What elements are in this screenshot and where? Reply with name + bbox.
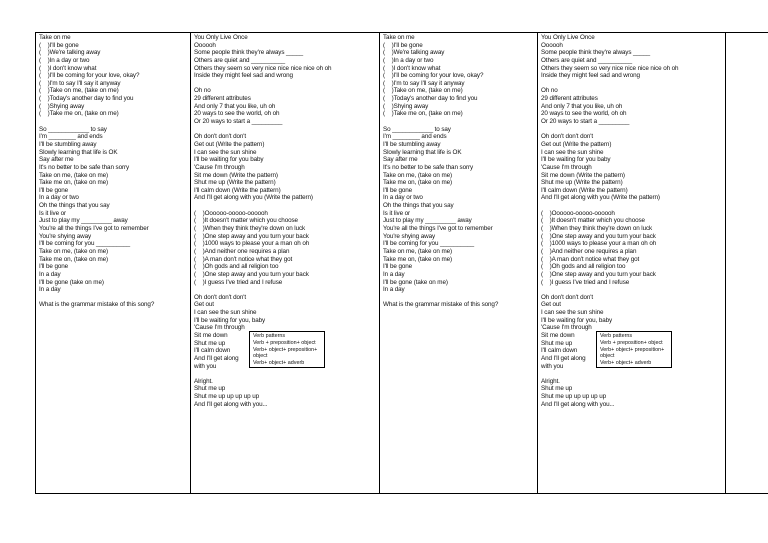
lyric-line: Oh no [541, 87, 558, 95]
verb-patterns-title: Verb patterns [600, 333, 633, 340]
lyric-line: ( )Oh gods and all religion too [194, 263, 279, 271]
lyric-line: ( )Shying away [39, 102, 85, 110]
lyric-line: I can see the sun shine [541, 309, 604, 317]
lyric-line: In a day [39, 286, 61, 294]
blank-line [383, 294, 535, 302]
lyric-line: Oh the things that you say [39, 202, 110, 210]
lyric-line: Take me on, (take on me) [39, 179, 108, 187]
blank-line [39, 294, 188, 302]
column-take-on-me-1 [36, 33, 191, 493]
blank-line [194, 80, 377, 88]
lyric-line: You're all the things I've got to remember [39, 225, 149, 233]
lyric-line: I'll calm down (Write the pattern) [194, 186, 281, 194]
lyric-line: I'll be waiting for you, baby [194, 316, 266, 324]
lyric-line: ( )And neither one requires a plan [194, 247, 290, 255]
lyric-line: I'll be coming for you __________ [383, 240, 475, 248]
column-you-only-live-once-1 [191, 33, 380, 493]
lyric-line: Shut me up up up up up [541, 393, 607, 401]
lyric-line: Alright. [194, 377, 213, 385]
lyric-line: Shut me up [194, 339, 226, 347]
verb-pattern-line: Verb+ object+ adverb [600, 359, 652, 366]
lyric-line: And I'll get along with you... [194, 400, 268, 408]
blank-line [194, 126, 377, 134]
lyric-line: I'm ________ and ends [39, 133, 103, 141]
lyric-line: And I'll get along with you... [541, 400, 615, 408]
lyric-line: Just to play my _________ away [383, 217, 472, 225]
blank-line [541, 126, 723, 134]
lyric-line: 'Cause I'm through [541, 324, 592, 332]
lyric-line: 29 different attributes [541, 95, 598, 103]
lyric-line: Take on me [39, 34, 71, 41]
lyric-line: And only 7 that you like, uh oh [541, 102, 623, 110]
lyric-line: Just to play my _________ away [39, 217, 128, 225]
lyric-line: ( )When they think they're down on luck [541, 225, 653, 233]
lyric-line: And only 7 that you like, uh oh [194, 102, 276, 110]
lyric-line: I can see the sun shine [541, 148, 604, 156]
lyric-line: ( )One step away and you turn your back [541, 232, 656, 240]
lyric-line: Take on me, (take on me) [383, 247, 452, 255]
blank-line [541, 286, 723, 294]
verb-pattern-line: Verb + preposition+ object [253, 339, 316, 346]
column-you-only-live-once-2 [538, 33, 726, 493]
column-take-on-me-2 [380, 33, 538, 493]
lyric-line: 29 different attributes [194, 95, 251, 103]
lyric-line: ( )Oh gods and all religion too [541, 263, 626, 271]
lyric-line: What is the grammar mistake of this song? [39, 301, 155, 309]
lyric-line: ( )Take me on, (take on me) [383, 110, 463, 118]
lyric-line: Oh don't don't don't [541, 293, 594, 301]
lyric-line: So ____________ to say [39, 125, 107, 133]
lyric-line: I'll be coming for you __________ [39, 240, 131, 248]
lyric-line: Others are quiet and __________ [541, 56, 633, 64]
lyric-line: I'll be gone [383, 186, 413, 194]
verb-pattern-line: Verb+ object+ adverb [253, 359, 305, 366]
lyric-line: You're all the things I've got to remember [383, 225, 493, 233]
lyric-line: Or 20 ways to start a _________ [541, 118, 630, 126]
lyric-line: ( )1000 ways to please your a man oh oh [194, 240, 310, 248]
lyric-line: ( )I'm to say I'll say it anyway [39, 79, 121, 87]
lyric-line: Shut me up (Write the pattern) [194, 179, 276, 187]
verb-patterns-box [596, 331, 672, 368]
lyric-line: I'll be stumbling away [383, 140, 441, 148]
lyric-line: Others are quiet and __________ [194, 56, 286, 64]
blank-line [383, 118, 535, 126]
lyric-line: 'Cause I'm through [541, 163, 592, 171]
lyric-line: with you [194, 362, 217, 370]
lyric-line: ( )A man don't notice what they got [541, 255, 640, 263]
lyric-line: Oooooh [194, 41, 216, 49]
lyric-line: I can see the sun shine [194, 148, 257, 156]
blank-line [541, 80, 723, 88]
lyric-line: And I'll get along with you (Write the pattern) [541, 194, 660, 202]
lyric-line: I'll be stumbling away [39, 140, 97, 148]
lyric-line: You Only Live Once [194, 34, 248, 41]
lyric-line: And I'll get along [541, 354, 586, 362]
lyric-line: Others they seem so very nice nice nice nice oh oh [541, 64, 679, 72]
lyric-line: Take me on, (take on me) [39, 255, 108, 263]
lyric-line: ( )I'm to say I'll say it anyway [383, 79, 465, 87]
lyric-line: ( )It doesn't matter which you choose [541, 217, 645, 225]
lyric-line: I can see the sun shine [194, 309, 257, 317]
lyric-line: It's no better to be safe than sorry [383, 163, 474, 171]
blank-line [39, 118, 188, 126]
lyric-line: Slowly learning that life is OK [383, 148, 462, 156]
lyric-line: ( )I guess I've tried and I refuse [194, 278, 283, 286]
lyric-line: I'll be waiting for you, baby [541, 316, 613, 324]
lyric-line: 20 ways to see the world, oh oh [541, 110, 627, 118]
lyric-line: ( )Take me on, (take on me) [39, 110, 119, 118]
lyric-line: You're shying away [39, 232, 92, 240]
lyric-line: Slowly learning that life is OK [39, 148, 118, 156]
lyric-line: ( )I'll be coming for your love, okay? [383, 72, 484, 80]
lyric-line: Take on me, (take on me) [39, 247, 108, 255]
lyric-line: Get out (Write the pattern) [194, 140, 265, 148]
lyric-line: ( )Take on me, (take on me) [383, 87, 463, 95]
lyric-line: ( )1000 ways to please your a man oh oh [541, 240, 657, 248]
lyric-line: Some people think they're always _____ [194, 49, 304, 57]
lyric-line: Shut me up up up up up [194, 393, 260, 401]
lyric-line: ( )We're talking away [383, 49, 445, 57]
lyric-line: ( )I guess I've tried and I refuse [541, 278, 630, 286]
verb-pattern-line: object [600, 353, 615, 360]
lyric-line: ( )Oooooo-ooooo-oooooh [194, 209, 268, 217]
lyric-line: Take me on, (take on me) [383, 255, 452, 263]
lyric-line: Get out [194, 301, 214, 309]
lyric-line: You're shying away [383, 232, 436, 240]
lyric-line: In a day [383, 286, 405, 294]
lyric-line: with you [541, 362, 564, 370]
lyric-line: Is it live or [39, 209, 67, 217]
lyric-line: ( )I'll be gone [383, 41, 423, 49]
lyric-line: I'll calm down [541, 347, 578, 355]
lyric-line: Is it live or [383, 209, 411, 217]
lyric-line: Shut me up [541, 339, 573, 347]
lyric-line: ( )One step away and you turn your back [194, 270, 309, 278]
lyric-line: ( )I'll be coming for your love, okay? [39, 72, 140, 80]
lyric-line: Say after me [383, 156, 418, 164]
verb-pattern-line: Verb+ object+ preposition+ [600, 346, 665, 353]
lyric-line: I'll be gone [39, 186, 69, 194]
lyric-line: ( )Take on me, (take on me) [39, 87, 119, 95]
lyric-line: Sit me down [541, 331, 575, 339]
lyric-line: I'll be waiting for you baby [194, 156, 264, 164]
lyric-line: Oh don't don't don't [194, 133, 247, 141]
lyric-line: ( )Today's another day to find you [39, 95, 134, 103]
lyric-line: I'll be gone [39, 263, 69, 271]
lyric-line: Get out (Write the pattern) [541, 140, 612, 148]
lyric-line: And I'll get along with you (Write the pattern) [194, 194, 313, 202]
lyric-line: Shut me up [194, 385, 226, 393]
lyric-line: I'll be waiting for you baby [541, 156, 611, 164]
lyric-line: Alright. [541, 377, 560, 385]
lyric-line: Oh no [194, 87, 211, 95]
worksheet-table [35, 32, 768, 494]
lyric-line: Take on me, (take on me) [39, 171, 108, 179]
lyric-line: Shut me up (Write the pattern) [541, 179, 623, 187]
lyric-line: It's no better to be safe than sorry [39, 163, 130, 171]
lyric-line: So ____________ to say [383, 125, 451, 133]
lyric-line: Sit me down (Write the pattern) [541, 171, 625, 179]
lyric-line: 'Cause I'm through [194, 324, 245, 332]
lyric-line: What is the grammar mistake of this song? [383, 301, 499, 309]
lyric-line: Or 20 ways to start a _________ [194, 118, 283, 126]
lyric-line: Take me on, (take on me) [383, 179, 452, 187]
lyric-line: ( )In a day or two [39, 56, 90, 64]
lyric-line: ( )Shying away [383, 102, 429, 110]
lyric-line: ( )We're talking away [39, 49, 101, 57]
lyric-line: ( )I'll be gone [39, 41, 79, 49]
lyric-line: Inside they might feel sad and wrong [194, 72, 293, 80]
verb-pattern-line: object [253, 353, 268, 360]
lyric-line: Take on me [383, 34, 415, 41]
verb-pattern-line: Verb+ object+ preposition+ [253, 346, 318, 353]
lyric-line: ( )Today's another day to find you [383, 95, 478, 103]
lyric-line: Oooooh [541, 41, 563, 49]
lyric-line: Take on me, (take on me) [383, 171, 452, 179]
lyric-line: In a day [383, 270, 405, 278]
lyric-line: ( )I don't know what [383, 64, 441, 72]
lyric-line: ( )And neither one requires a plan [541, 247, 637, 255]
lyric-line: ( )Oooooo-ooooo-oooooh [541, 209, 615, 217]
column-empty [726, 33, 768, 493]
lyric-line: Sit me down (Write the pattern) [194, 171, 278, 179]
lyric-line: Oh the things that you say [383, 202, 454, 210]
blank-line [194, 286, 377, 294]
lyric-line: In a day [39, 270, 61, 278]
verb-patterns-box [249, 331, 325, 368]
lyric-line: Get out [541, 301, 561, 309]
lyric-line: Sit me down [194, 331, 228, 339]
verb-patterns-title: Verb patterns [253, 333, 286, 340]
lyric-line: I'll calm down (Write the pattern) [541, 186, 628, 194]
lyric-line: Others they seem so very nice nice nice nice oh oh [194, 64, 332, 72]
lyric-line: ( )A man don't notice what they got [194, 255, 293, 263]
lyric-line: In a day or two [39, 194, 79, 202]
lyric-line: 'Cause I'm through [194, 163, 245, 171]
lyric-line: Inside they might feel sad and wrong [541, 72, 640, 80]
lyric-line: In a day or two [383, 194, 423, 202]
lyric-line: ( )When they think they're down on luck [194, 225, 306, 233]
lyric-line: ( )It doesn't matter which you choose [194, 217, 298, 225]
lyric-line: ( )In a day or two [383, 56, 434, 64]
lyric-line: Shut me up [541, 385, 573, 393]
lyric-line: 20 ways to see the world, oh oh [194, 110, 280, 118]
blank-line [541, 202, 723, 210]
lyric-line: I'll be gone (take on me) [39, 278, 104, 286]
blank-line [194, 202, 377, 210]
blank-line [541, 370, 723, 378]
lyric-line: Oh don't don't don't [541, 133, 594, 141]
lyric-line: I'll be gone (take on me) [383, 278, 448, 286]
lyric-line: ( )One step away and you turn your back [541, 270, 656, 278]
lyric-line: I'll calm down [194, 347, 231, 355]
lyric-line: Some people think they're always _____ [541, 49, 651, 57]
lyric-line: ( )I don't know what [39, 64, 97, 72]
lyric-line: And I'll get along [194, 354, 239, 362]
verb-pattern-line: Verb + preposition+ object [600, 339, 663, 346]
lyric-line: Oh don't don't don't [194, 293, 247, 301]
lyric-line: ( )One step away and you turn your back [194, 232, 309, 240]
lyric-line: Say after me [39, 156, 74, 164]
blank-line [194, 370, 377, 378]
lyric-line: You Only Live Once [541, 34, 595, 41]
lyric-line: I'll be gone [383, 263, 413, 271]
lyric-line: I'm ________ and ends [383, 133, 447, 141]
